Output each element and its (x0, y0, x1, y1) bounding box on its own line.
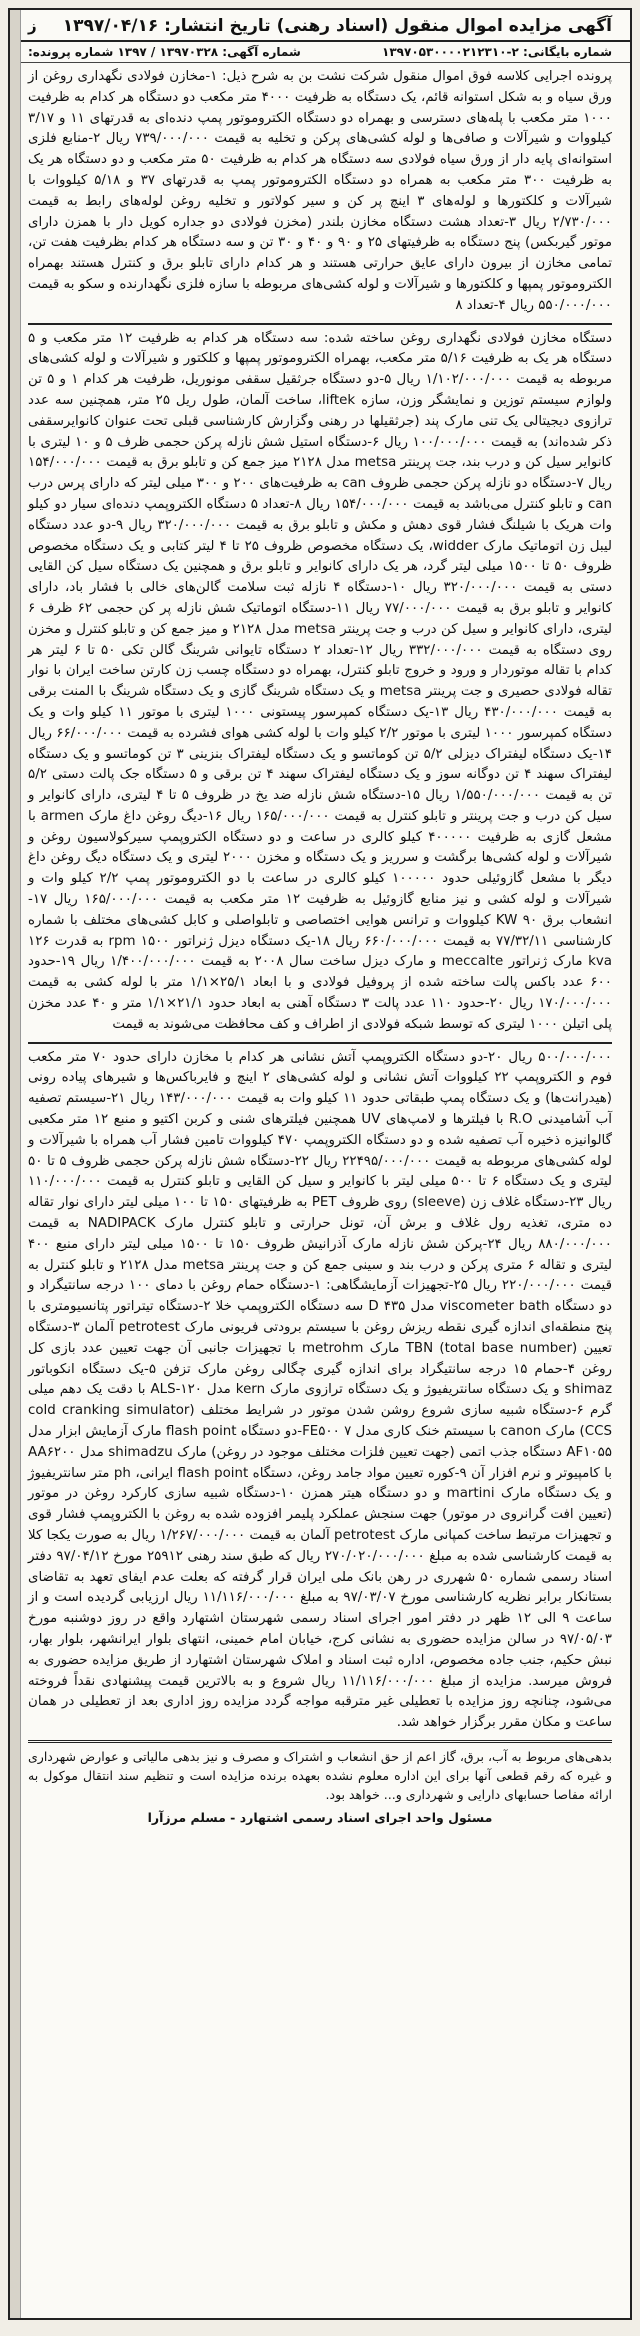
notice-body (10, 63, 630, 1734)
newspaper-notice (8, 8, 632, 2320)
notice-meta (10, 42, 630, 63)
notice-title: آگهی مزایده اموال منقول (اسناد رهنی) تاریخ انتشار: ۱۳۹۷/۰۴/۱۶ (62, 16, 612, 36)
signature-line: مسئول واحد اجرای اسناد رسمی اشتهارد - مسلم مرزآرا (147, 1809, 493, 1825)
page-edge-strip (10, 10, 21, 2318)
notice-footer-text: بدهی‌های مربوط به آب، برق، گاز اعم از حق انشعاب و اشتراک و مصرف و نیز بدهی مالیاتی و عوارض شهرداری و غیره که رقم قطعی آنها برای این اداره معلوم نشده بعهده برنده مزایده است و تنظیم سند انتقال موکول به ارائه مفاصا حسابهای دارایی و شهرداری و... خواهد بود. (28, 1748, 612, 1802)
paragraph-1: پرونده اجرایی کلاسه فوق اموال منقول شرکت نشت بن به شرح ذیل: ۱-مخازن فولادی نگهداری روغن از ورق سیاه و به شکل استوانه قائم، یک دستگاه به ظرفیت ۴۰۰۰ متر مکعب دو دستگاه هر کدام به ظرفیت ۱۰۰۰ متر مکعب با پله‌های دسترسی و بهمراه دو دستگاه الکتروموتور پمپ دنده‌ای به قدرتهای ۱۱ و ۳/۱۷ کیلووات و شیرآلات و صافی‌ها و لوله کشی‌های پرکن و تخلیه به قیمت ۷۳۹/۰۰۰/۰۰۰ ریال ۲-منابع فلزی استوانه‌ای پایه دار از ورق سیاه فولادی سه دستگاه هر کدام به ظرفیت ۵۰ متر مکعب و دو دستگاه هر یک به ظرفیت ۳۰۰ متر مکعب به همراه دو دستگاه الکتروموتور پمپ به قدرتهای ۳۷ و ۵/۱۸ کیلووات با شیرآلات و کلکتورها و لوله‌های ۳ اینچ پر کن و سیر کولاتور و تخلیه روغن لوله‌های رابط به قیمت ۲/۷۳۰/۰۰۰ ریال ۳-تعداد هشت دستگاه مخازن بلندر (مخزن فولادی دو جداره کویل دار با همزن دارای موتور گیربکس) پنج دستگاه به ظرفیتهای ۲۵ و ۹۰ و ۴۰ و ۳۰ تن و سه دستگاه هر کدام بظرفیت هفت تن، تمامی مخازن از بیرون دارای عایق حرارتی هستند و هر کدام دارای تابلو برق و کنترل هستند بهمراه الکتروموتور پمپها و کلکتورها و شیرآلات و لوله کشی‌های مربوطه با سازه فلزی نگهدارنده و سکو به قیمت ۵۵۰/۰۰۰/۰۰۰ ریال ۴-تعداد ۸ (28, 69, 612, 313)
notice-number: شماره آگهی: ۱۳۹۷۰۳۲۸ / ۱۳۹۷ شماره پرونده: (28, 45, 301, 59)
paragraph-2: دستگاه مخازن فولادی نگهداری روغن ساخته شده: سه دستگاه هر کدام به ظرفیت ۱۲ متر مکعب و ۵ دستگاه هر یک به ظرفیت ۵/۱۶ متر مکعب، بهمراه الکتروموتور پمپها و کلکتور و شیرآلات و لوله کشی‌های مربوطه به قیمت ۱/۱۰۲/۰۰۰/۰۰۰ ریال ۵-دو دستگاه جرثقیل سقفی مونوریل، ظرفیت هر کدام ۱ و ۵ تن ولوازم سیستم توزین و نمایشگر وزن، سازه liftek، ساخت آلمان، طول ریل ۲۵ متر، همچنین سه عدد ترازوی دیجیتالی یک تنی مارک پند (جرثقیلها در رهنی وگزارش کارشناسی قبلی تحت عنوان کانوایرسقفی ذکر شده‌اند) به قیمت ۱۰۰/۰۰۰/۰۰۰ ریال ۶-دستگاه استیل شش نازله پرکن حجمی ظرف ۵ و ۱۰ لیتری با کانوایر سیل کن و درب بند، جت پرینتر metsa مدل ۲۱۲۸ میز جمع کن و تابلو برق به قیمت ۱۵۴/۰۰۰/۰۰۰ ریال ۷-دستگاه دو نازله پرکن حجمی ظروف can به ظرفیت‌های ۲۰۰ و ۳۰۰ میلی لیتر که دارای پرس درب can و تابلو کنترل می‌باشد به قیمت ۱۵۴/۰۰۰/۰۰۰ ریال ۸-تعداد ۵ دستگاه الکتروپمپ دنده‌ای سیار دو کیلو وات هریک با شیلنگ فشار قوی دهش و مکش و تابلو برق به قیمت ۳۲۰/۰۰۰/۰۰۰ ریال ۹-دو عدد دستگاه لیبل زن اتوماتیک مارک widder، یک دستگاه مخصوص ظروف ۲۵ تا ۴ لیتر کتابی و یک دستگاه مخصوص ظروف ۵۰ تا ۱۵۰۰ میلی لیتر گرد، هر یک دارای کانوایر و تابلو برق و همچنین یک دستگاه سیل کن القایی دستی به قیمت ۳۲۰/۰۰۰/۰۰۰ ریال ۱۰-دستگاه ۴ نازله ثبت سلامت گالن‌های خالی با فشار باد، دارای کانوایر و تابلو برق به قیمت ۷۷/۰۰۰/۰۰۰ ریال ۱۱-دستگاه اتوماتیک شش نازله پر کن حجمی ۶۲ ظرف ۶ لیتری، دارای کانوایر و سیل کن درب و جت پرینتر metsa مدل ۲۱۲۸ و میز جمع کن و تابلو کنترل و مخزن روی دستگاه به قیمت ۳۳۲/۰۰۰/۰۰۰ ریال ۱۲-تعداد ۲ دستگاه تایوانی شرینگ گالن تکی ۵۰ تا ۶ لیتر هر کدام با تقاله موتوردار و ورود و خروج تابلو کنترل، بهمراه دو دستگاه چسب زن کارتن ساخت ایران با نوار تقاله فولادی حصیری و جت پرینتر metsa و یک دستگاه شرینگ گازی و یک دستگاه شرینگ با المنت برقی به قیمت ۴۳۰/۰۰۰/۰۰۰ ریال ۱۳-یک دستگاه کمپرسور پیستونی ۱۰۰۰ لیتری با موتور ۱۱ کیلو وات و یک دستگاه کمپرسور ۱۰۰۰ لیتری با موتور ۲/۲ کیلو وات با لوله کشی هوای فشرده به قیمت ۶۶/۰۰۰/۰۰۰ ریال ۱۴-یک دستگاه لیفتراک دیزلی ۵/۲ تن کوماتسو و یک دستگاه لیفتراک بنزینی ۳ تن کوماتسو و یک دستگاه لیفتراک سهند ۴ تن دوگانه سوز و یک دستگاه لیفتراک سهند ۴ تن برقی و ۵ دستگاه جک پالت دستی ۵/۲ تن به قیمت ۱/۵۵۰/۰۰۰/۰۰۰ ریال ۱۵-دستگاه شش نازله ضد یخ در ظروف ۵ تا ۴ لیتری، دارای کانوایر و سیل کن درب و جت پرینتر و تابلو کنترل به قیمت ۱۶۵/۰۰۰/۰۰۰ ریال ۱۶-دیگ روغن داغ مارک armen با مشعل گازی به ظرفیت ۴۰۰۰۰۰ کیلو کالری در ساعت و دو دستگاه الکتروپمپ سیرکولاسیون روغن و شیرآلات و لوله کشی‌ها برگشت و سرریز و یک دستگاه و مخزن ۲۰۰۰ لیتری و یک دستگاه دیگ روغن داغ دیگر با مشعل گازوئیلی حدود ۱۰۰۰۰۰ کیلو کالری در ساعت با دو الکتروموتور پمپ ۲/۲ کیلو وات و شیرآلات و لوله کشی و نیز منابع گازوئیل به ظرفیت ۱۲ متر مکعب به قیمت ۱۶۵/۰۰۰/۰۰۰ ریال ۱۷-انشعاب برق ۹۰ KW کیلووات و ترانس هوایی اختصاصی و تابلواصلی و کابل کشی‌های مختلف با شماره کارشناسی ۷۷/۳۲/۱۱ به قیمت ۶۶۰/۰۰۰/۰۰۰ ریال ۱۸-یک دستگاه دیزل ژنراتور ۱۵۰۰ rpm به قدرت ۱۲۶ kva مارک ژنراتور meccalte و مارک دیزل ساخت سال ۲۰۰۸ به قیمت ۱/۴۰۰/۰۰۰/۰۰۰ ریال ۱۹-حدود ۶۰۰ عدد باکس پالت ساخته شده از پروفیل فولادی و با ابعاد ۲۵/۱×۱/۱ متر با لوله کشی به قیمت ۱۷۰/۰۰۰/۰۰۰ ریال ۲۰-حدود ۱۱۰ عدد پالت ۳ دستگاه آهنی به ابعاد حدود ۲۱/۱×۱/۱ متر و ۴۰ عدد مخزن پلی اتیلن ۱۰۰۰ لیتری که توسط شبکه فولادی از اطراف و کف محافظت می‌شوند به قیمت (28, 323, 612, 1036)
corner-mark: ز (28, 17, 37, 35)
notice-header (10, 10, 630, 42)
archive-number: شماره بایگانی: ۲-۱۳۹۷۰۵۳۰۰۰۰۲۱۲۳۱۰ (382, 45, 612, 59)
paragraph-3: ۵۰۰/۰۰۰/۰۰۰ ریال ۲۰-دو دستگاه الکتروپمپ آتش نشانی هر کدام با مخازن دارای حدود ۷۰ متر مکعب فوم و الکتروپمپ ۲۲ کیلووات آتش نشانی و لوله کشی‌های ۲ اینچ و فایرباکس‌ها و شیرهای پیاده رونی (هیدرانت‌ها) و یک دستگاه پمپ طبقاتی حدود ۱۱ کیلو وات به قیمت ۱۴۳/۰۰۰/۰۰۰ ریال ۲۱-سیستم تصفیه آب آشامیدنی R.O با فیلترها و لامپ‌های UV همچنین فیلترهای شنی و کربن اکتیو و منبع ۱۲ متر مکعبی گالوانیزه ذخیره آب تصفیه شده و دو دستگاه الکتروپمپ ۴۷۰ کیلووات تامین فشار آب همراه با شیرآلات و لوله کشی‌های مربوطه به قیمت ۲۲۴۹۵/۰۰۰/۰۰۰ ریال ۲۲-دستگاه شش نازله پرکن حجمی ظروف ۵ تا ۵۰ لیتری و یک دستگاه ۶ تا ۵۰۰ میلی لیتر با کانوایر و سیل کن القایی و تابلو کنترل به قیمت ۱۱۰/۰۰۰/۰۰۰ ریال ۲۳-دستگاه غلاف زن (sleeve) روی ظروف PET به ظرفیتهای ۱۵۰ تا ۱۰۰ میلی لیتر دارای نوار تقاله ده متری، تغذیه رول غلاف و برش آن، تونل حرارتی و تابلو کنترل مارک NADIPACK به قیمت ۸۸۰/۰۰۰/۰۰۰ ریال ۲۴-پرکن شش نازله مارک آذرانیش ظروف ۱۵۰ تا ۱۵۰۰ میلی لیتر دارای منبع ۴۰۰ لیتری و تقاله ۶ متری پرکن و درب بند و سینی جمع کن و جت پرینتر metsa مدل ۲۱۲۸ و تابلو کنترل به قیمت ۲۲۰/۰۰۰/۰۰۰ ریال ۲۵-تجهیزات آزمایشگاهی: ۱-دستگاه حمام روغن با دمای ۱۰۰ درجه سانتیگراد و دو دستگاه viscometer bath مدل ۴۳۵ D سه دستگاه الکتروپمپ خلا ۲-دستگاه تیتراتور پتانسیومتری با پنج منطقه‌ای اندازه گیری نقطه ریزش روغن با سیستم برودتی فریونی مارک petrotest آلمان ۳-دستگاه تعیین (TBN (total base number مارک metrohm با تجهیزات جانبی آن جهت تعیین عدد بازی کل روغن ۴-حمام ۱۵ درجه سانتیگراد برای اندازه گیری چگالی روغن مارک تزفن ۵-یک دستگاه انکوباتور shimaz و یک دستگاه سانتریفیوژ و یک دستگاه ترازوی مارک kern مدل ALS-۱۲۰ با دقت یک دهم میلی گرم ۶-دستگاه شبیه سازی شروع روشن شدن موتور در شرایط مختلف (cold cranking simulator (CCS مارک canon با سیستم خنک کاری مدل FE۵۰۰ ۷-دو دستگاه flash point مارک آزمایش ابزار مدل AF۱۰۵۵ دستگاه جذب اتمی (جهت تعیین فلزات مختلف موجود در روغن) مارک shimadzu مدل AA۶۲۰۰ با کامپیوتر و نرم افزار آن ۹-کوره تعیین مواد جامد روغن، دستگاه flash point ایرانی، ph متر سانتریفیوژ و یک دستگاه مارک martini و دو دستگاه هیتر همزن ۱۰-دستگاه شبیه سازی کارکرد روغن در موتور (تعیین افت گرانروی در موتور) جهت سنجش عملکرد پلیمر افزوده شده به روغن با الکتروپمپ فشار قوی و تجهیزات مرتبط ساخت کمپانی مارک petrotest آلمان به قیمت ۱/۲۶۷/۰۰۰/۰۰۰ ریال به صورت یکجا کلا به قیمت کارشناسی شده به مبلغ ۲۷۰/۰۲۰/۰۰۰/۰۰۰ ریال که طبق سند رهنی ۲۵۹۱۲ مورخ ۹۷/۰۴/۱۲ دفتر اسناد رسمی شماره ۵۰ شهرری در رهن بانک ملی ایران قرار گرفته که بعلت عدم ایفای تعهد به تقاضای بستانکار برابر نظریه کارشناسی مورخ ۹۷/۰۳/۰۷ به مبلغ ۱۱/۱۱۶/۰۰۰/۰۰۰ ریال ارزیابی گردیده است و از ساعت ۹ الی ۱۲ ظهر در دفتر امور اجرای اسناد رسمی شهرستان اشتهارد واقع در روز دوشنبه مورخ ۹۷/۰۵/۰۳ در سالن مزایده حضوری به نشانی کرج، خیابان امام خمینی، انتهای بلوار ایرانشهر، بلوار بهار، نبش حکیم، جنب جاده مخصوص، اداره ثبت اسناد و املاک شهرستان اشتهارد از طریق مزایده حضوری به فروش میرسد. مزایده از مبلغ ۱۱/۱۱۶/۰۰۰/۰۰۰ ریال شروع و به بالاترین قیمت پیشنهادی نقداً فروخته می‌شود، چنانچه روز مزایده با تعطیلی غیر مترقبه مواجه گردد مزایده روز اداری بعد از تعطیلی در همان ساعت و مکان مقرر برگزار خواهد شد. (28, 1042, 612, 1734)
